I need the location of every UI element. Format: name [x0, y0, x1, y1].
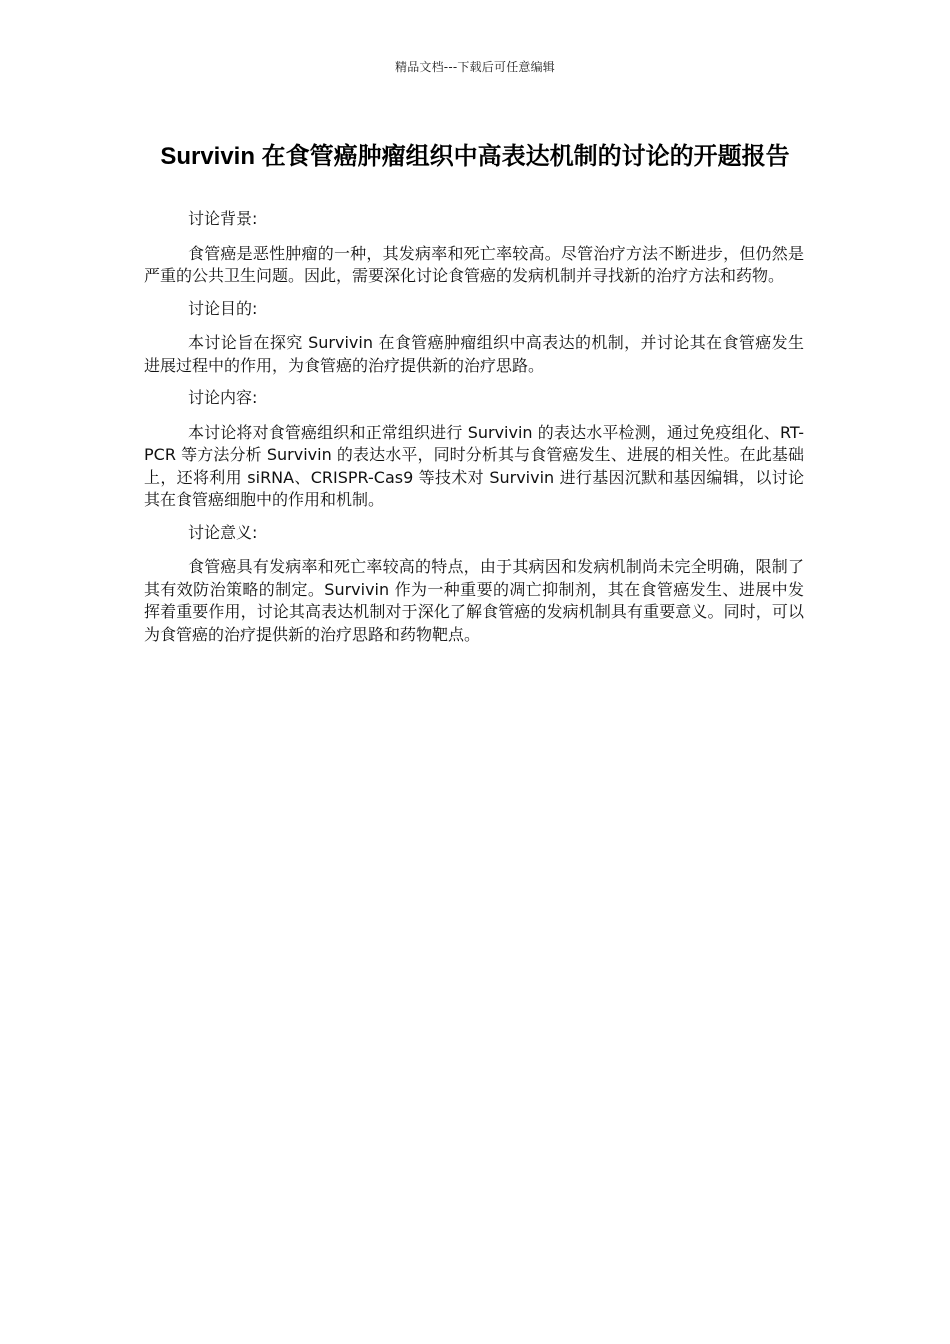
page-header-note: 精品文档---下载后可任意编辑: [395, 60, 555, 74]
section-paragraph-purpose: 本讨论旨在探究 Survivin 在食管癌肿瘤组织中高表达的机制，并讨论其在食管癌发生进展过程中的作用，为食管癌的治疗提供新的治疗思路。: [144, 333, 804, 375]
section-heading-purpose: 讨论目的:: [188, 298, 258, 318]
document-body: [144, 208, 804, 656]
section-heading-background: 讨论背景:: [188, 209, 258, 228]
section-paragraph-background: 食管癌是恶性肿瘤的一种，其发病率和死亡率较高。尽管治疗方法不断进步，但仍然是严重的公共卫生问题。因此，需要深化讨论食管癌的发病机制并寻找新的治疗方法和药物。: [144, 243, 804, 285]
document-title: Survivin 在食管癌肿瘤组织中高表达机制的讨论的开题报告: [160, 143, 790, 170]
section-paragraph-content: 本讨论将对食管癌组织和正常组织进行 Survivin 的表达水平检测，通过免疫组化、RT-PCR 等方法分析 Survivin 的表达水平，同时分析其与食管癌发生、进展的相关性。在此基础上，还将利用 siRNA、CRISPR-Cas9 等技术对 Survivin 进行基因沉默和基因编辑，以讨论其在食管癌细胞中的作用和机制。: [144, 422, 804, 509]
section-paragraph-significance: 食管癌具有发病率和死亡率较高的特点，由于其病因和发病机制尚未完全明确，限制了其有效防治策略的制定。Survivin 作为一种重要的凋亡抑制剂，其在食管癌发生、进展中发挥着重要作用，讨论其高表达机制对于深化了解食管癌的发病机制具有重要意义。同时，可以为食管癌的治疗提供新的治疗思路和药物靶点。: [144, 557, 804, 644]
section-heading-significance: 讨论意义:: [188, 522, 258, 542]
section-heading-content: 讨论内容:: [188, 388, 258, 407]
